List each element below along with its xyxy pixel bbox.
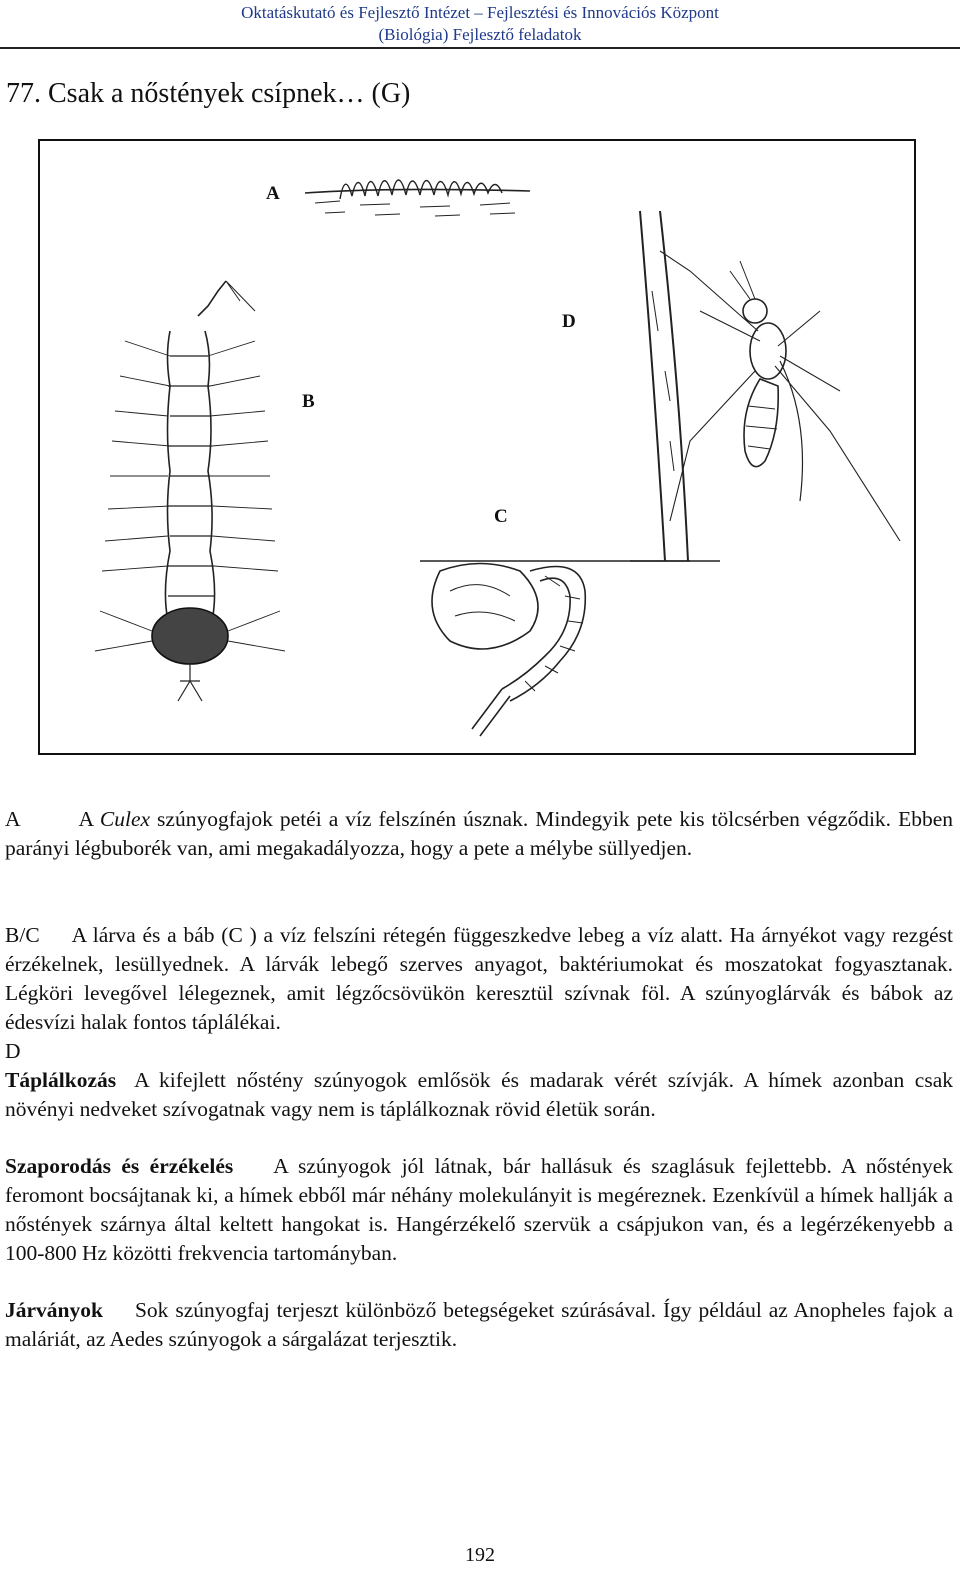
mosquito-illustration [40,141,914,753]
section-a-genus: Culex [99,807,151,831]
section-reproduction [5,1152,953,1268]
page-number: 192 [465,1544,495,1566]
page-header [0,2,960,46]
section-bc [5,921,953,1037]
section-a-pre: A [78,807,100,831]
epidemics-text: Sok szúnyogfaj terjeszt különböző betegségeket szúrásával. Így például az Anopheles fajok a maláriát, az Aedes szúnyogok a sárgalázat terjesztik. [5,1298,953,1351]
figure-label-c: C [494,506,508,527]
feeding-heading: Táplálkozás [5,1068,117,1092]
section-a [5,805,953,863]
epidemics-heading: Járványok [5,1298,103,1322]
larva-drawing [95,281,285,701]
egg-raft-drawing [305,180,530,216]
figure-label-d: D [562,311,576,332]
figure-label-b: B [302,391,315,412]
reproduction-heading: Szaporodás és érzékelés [5,1154,234,1178]
section-a-text: szúnyogfajok petéi a víz felszínén úsznak. Mindegyik pete kis tölcsérben végződik. Ebben parányi légbuborék van, ami megakadályozza, hogy a pete a mélybe süllyedjen. [5,807,953,860]
section-bc-text: A lárva és a báb (C ) a víz felszíni rétegén függeszkedve lebeg a víz alatt. Ha árnyékot vagy rezgést érzékelnek, lesüllyednek. A lárvák lebegő szerves anyagot, baktériumokat és moszatokat fogyasztanak. Légköri levegővel lélegeznek, amit légzőcsövükön keresztül szívnak föl. A szúnyoglárvák és bábok az édesvízi halak fontos táplálékai. [5,923,953,1034]
figure-label-a: A [266,183,280,204]
header-divider [0,47,960,49]
section-d-label: D [5,1039,21,1063]
header-institute: Oktatáskutató és Fejlesztő Intézet – Fejlesztési és Innovációs Központ [241,3,719,22]
pupa-drawing [420,561,690,736]
section-d [5,1037,953,1124]
page-title: 77. Csak a nőstények csípnek… (G) [6,78,411,109]
mosquito-life-cycle-figure [38,139,916,755]
adult-mosquito-drawing [630,211,900,561]
section-bc-label: B/C [5,923,40,947]
reproduction-text: A szúnyogok jól látnak, bár hallásuk és szaglásuk fejlettebb. A nőstények feromont bocsájtanak ki, a hímek ebből már néhány molekulányit is megéreznek. Ezenkívül a hímek hallják a nőstények szárnya által keltett hangokat is. Hangérzékelő szervük a csápjukon van, és a legérzékenyebb a 100-800 Hz közötti frekvencia tartományban. [5,1154,953,1265]
feeding-text: A kifejlett nőstény szúnyogok emlősök és madarak vérét szívják. A hímek azonban csak növényi nedveket szívogatnak vagy nem is táplálkoznak rövid életük során. [5,1068,953,1121]
header-subtitle: (Biológia) Fejlesztő feladatok [378,25,582,44]
section-epidemics [5,1296,953,1354]
section-a-label: A [5,807,21,831]
